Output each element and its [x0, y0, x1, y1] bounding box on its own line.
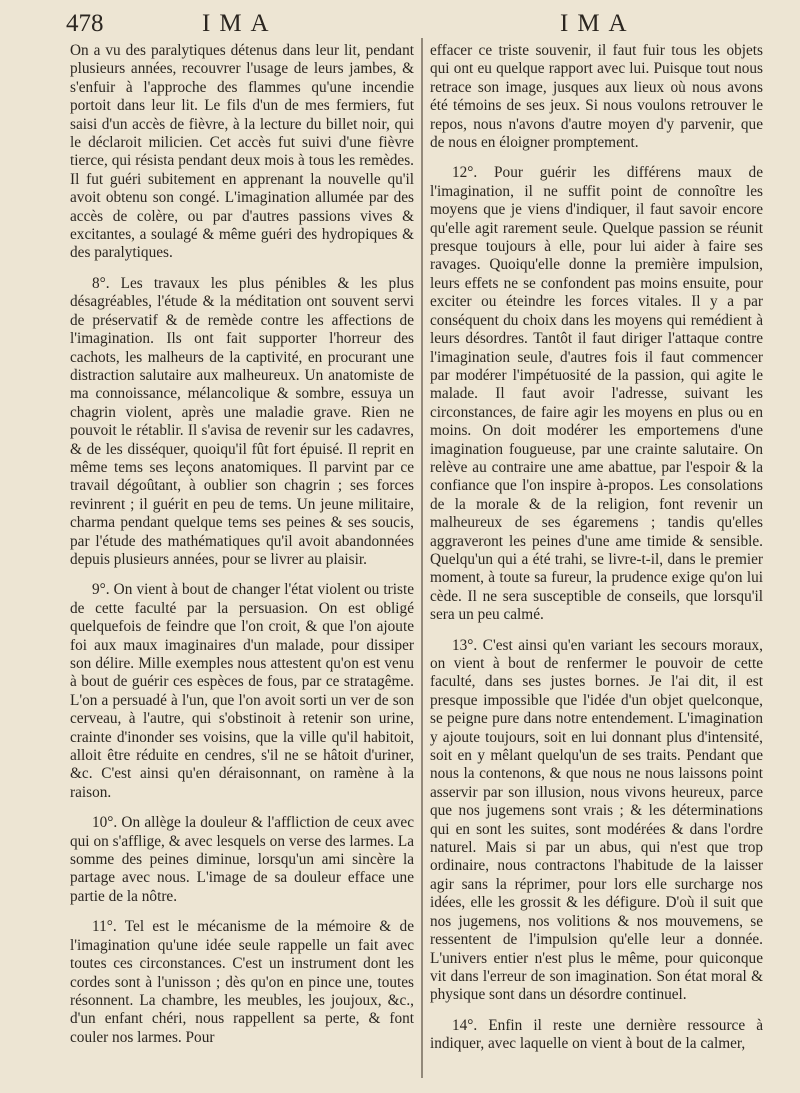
paragraph: effacer ce triste souvenir, il faut fuir tous les objets qui ont eu quelque rapport avec lui. Puisque tout nous retrace son image, jusques aux lieux où nous avons été témoins de ses jeux. Si nous voulons retrouver le repos, nous n'avons d'autre moyen d'y parvenir, que de nous en éloigner promptement.	[430, 42, 763, 152]
column-divider	[421, 38, 423, 1078]
paragraph: 12°. Pour guérir les différens maux de l'imagination, il ne suffit point de connoître les moyens que je viens d'indiquer, il faut savoir encore qu'elle agit rarement seule. Quelque passion se réunit presque toujours à elle, pour lui aider à faire ses ravages. Quoiqu'elle donne la première impulsion, leurs effets ne se confondent pas moins ensuite, pour exciter ou éteindre les forces vitales. Il y a par conséquent du choix dans les moyens qui remédient à leurs désordres. Tantôt il faut diriger l'attaque contre l'imagination seule, d'autres fois il faut commencer par modérer l'impétuosité de la passion, qui agite le malade. Il faut avoir l'adresse, suivant les circonstances, de faire agir les moyens en plus ou en moins. On doit modérer les emportemens d'une imagination fougueuse, par une crainte salutaire. On relève au contraire une ame abattue, par l'espoir & la confiance que l'on inspire à-propos. Les consolations de la morale & de la religion, font revenir un malheureux de ses égaremens ; tandis qu'elles aggraveront les peines d'une ame timide & sensible. Quelqu'un qui a été trahi, se livre-t-il, dans le premier moment, à toute sa fureur, la prudence exige qu'on lui cède. Il ne sera susceptible de conseils, que lorsqu'il sera un peu calmé.	[430, 164, 763, 624]
right-column	[430, 42, 763, 1066]
right-running-head: IMA	[560, 10, 636, 37]
paragraph: 10°. On allège la douleur & l'affliction de ceux avec qui on s'afflige, & avec lesquels on verse des larmes. La somme des peines diminue, lorsqu'un ami sincère la partage avec nous. L'image de sa douleur efface une partie de la nôtre.	[70, 814, 414, 905]
paragraph: 13°. C'est ainsi qu'en variant les secours moraux, on vient à bout de renfermer le pouvoir de cette faculté, dans ses justes bornes. Je l'ai dit, il est presque impossible que l'idée d'un objet quelconque, se peigne pure dans notre entendement. L'imagination y ajoute toujours, soit en lui donnant plus d'intensité, soit en y mêlant quelqu'un de ses traits. Pendant que nous la contenons, & que nous ne nous laissons point asservir par son illusion, nous vivons heureux, parce que nos jugemens sont vrais ; & les déterminations qui en sont les suites, sont modérées & dans l'ordre naturel. Mais si par un abus, qui n'est que trop ordinaire, nous contractons l'habitude de la laisser agir sans la réprimer, pour lors elle surcharge nos idées, elle les grossit & les défigure. D'où il suit que nos jugemens, nos volitions & nos mouvemens, se ressentent de l'impulsion qu'elle leur a donnée. L'univers entier n'est plus le même, pour quiconque vit dans l'erreur de son imagination. Son état moral & physique sont dans un désordre continuel.	[430, 636, 763, 1004]
paragraph: 14°. Enfin il reste une dernière ressource à indiquer, avec laquelle on vient à bout de la calmer,	[430, 1016, 763, 1053]
running-header	[0, 4, 800, 44]
left-running-head: IMA	[202, 10, 278, 37]
paragraph: 8°. Les travaux les plus pénibles & les plus désagréables, l'étude & la méditation ont souvent servi de préservatif & de remède contre les affections de l'imagination. Ils ont fait supporter l'horreur des cachots, les malheurs de la captivité, en procurant une distraction salutaire aux malheureux. Un anatomiste de ma connoissance, mélancolique & sombre, essuya un chagrin violent, après une maladie grave. Rien ne pouvoit le rétablir. Il s'avisa de revenir sur les cadavres, & de les disséquer, quoiqu'il fût fort épuisé. Il reprit en même tems ses leçons anatomiques. Il parvint par ce travail dégoûtant, à oublier son chagrin ; ses forces revinrent ; il guérit en peu de tems. Un jeune militaire, charma pendant quelque tems ses peines & ses soucis, par l'étude des mathématiques qu'il avoit abandonnées depuis plusieurs années, pour se livrer au plaisir.	[70, 274, 414, 568]
paragraph: On a vu des paralytiques détenus dans leur lit, pendant plusieurs années, recouvrer l'usage de leurs jambes, & s'enfuir à l'approche des flammes qu'une incendie portoit dans leur lit. Le fils d'un de mes fermiers, fut saisi d'un accès de fièvre, à la lecture du billet noir, qui le déclaroit milicien. Cet accès fut suivi d'une fièvre tierce, qui résista pendant deux mois à tous les remèdes. Il fut guéri subitement en apprenant la nouvelle qu'il avoit obtenu son congé. L'imagination allumée par des accès de colère, ou par d'autres passions vives & excitantes, a soulagé & même guéri des hydropiques & des paralytiques.	[70, 42, 414, 262]
paragraph: 9°. On vient à bout de changer l'état violent ou triste de cette faculté par la persuasion. On est obligé quelquefois de feindre que l'on croit, & que l'on ajoute foi aux maux imaginaires d'un malade, pour dissiper son délire. Mille exemples nous attestent qu'on est venu à bout de guérir ces espèces de fous, par ce stratagême. L'on a persuadé à l'un, que l'on avoit sorti un ver de son cerveau, à l'autre, qui s'obstinoit à retenir son urine, crainte d'inonder ses voisins, que la ville qu'il habitoit, alloit être réduite en cendres, s'il ne se hâtoit d'uriner, &c. C'est ainsi qu'en déraisonnant, on ramène à la raison.	[70, 581, 414, 801]
paragraph: 11°. Tel est le mécanisme de la mémoire & de l'imagination qu'une idée seule rappelle un fait avec toutes ces circonstances. C'est un instrument dont les cordes sont à l'unisson ; dès qu'on en pince une, toutes résonnent. La chambre, les meubles, les joujoux, &c., d'un enfant chéri, nous rappellent sa perte, & font couler nos larmes. Pour	[70, 918, 414, 1046]
left-column	[70, 42, 414, 1059]
page-number: 478	[66, 10, 104, 37]
